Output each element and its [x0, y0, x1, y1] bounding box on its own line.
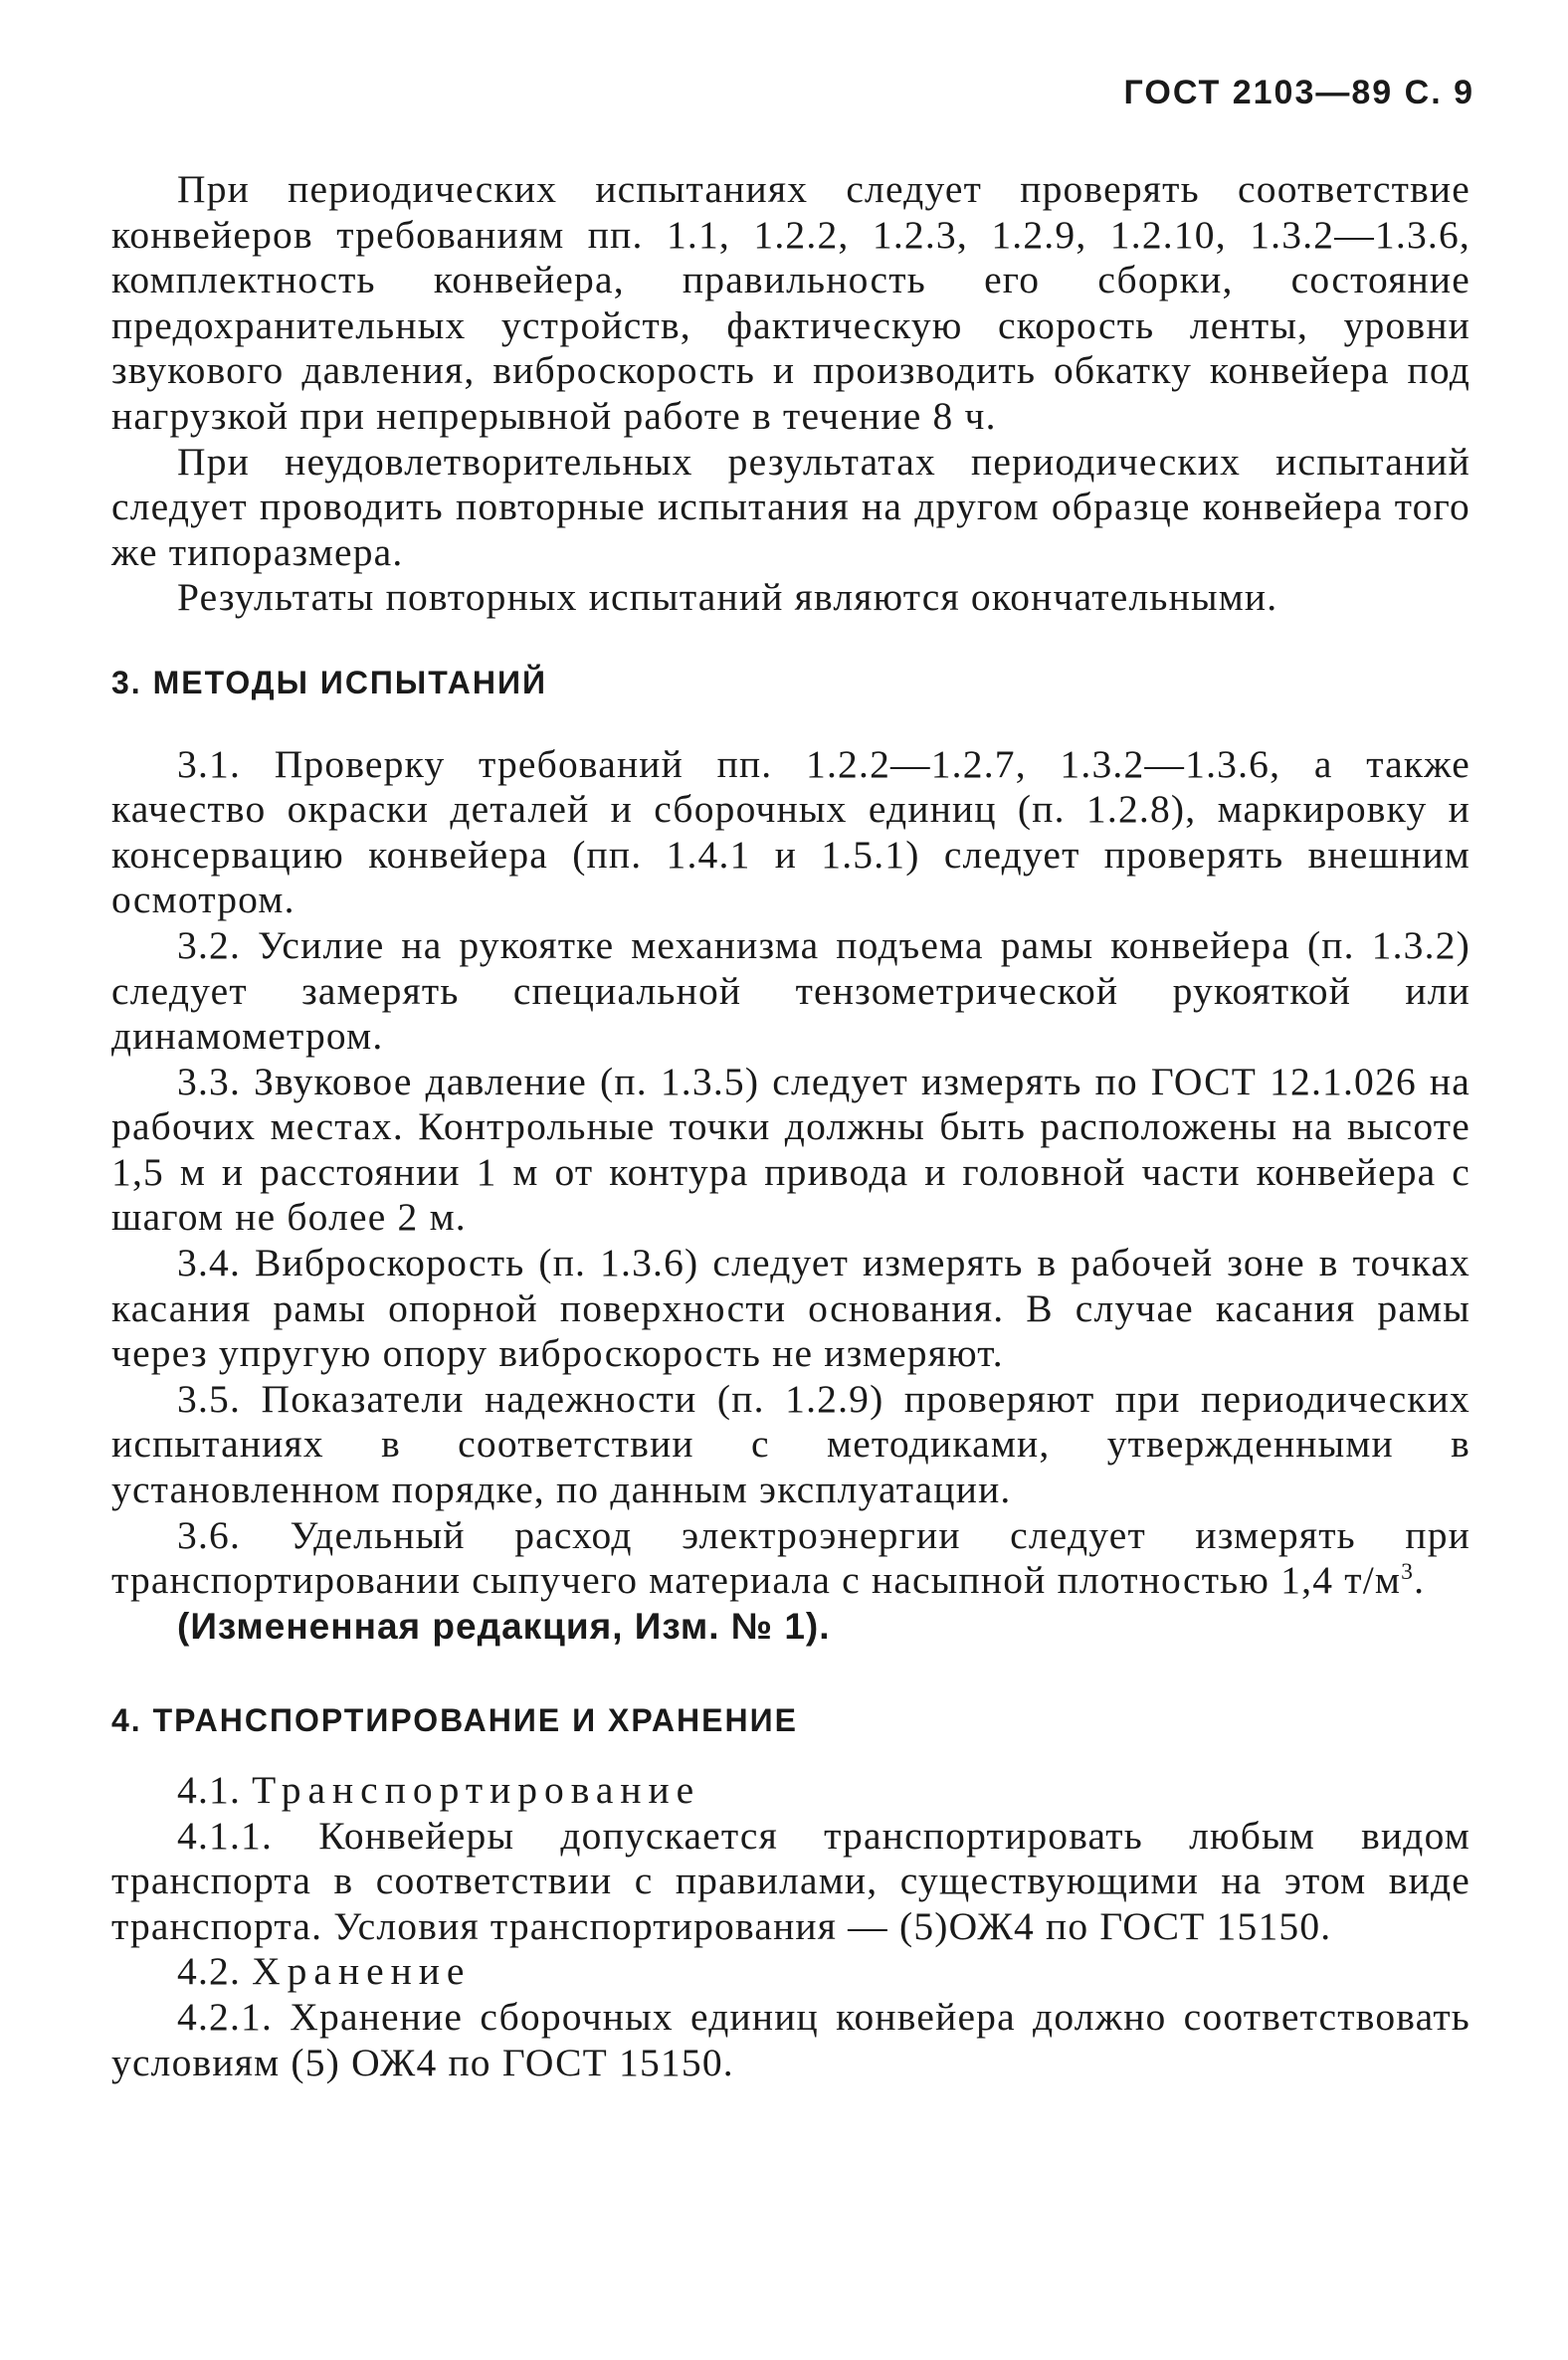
subsection-4-1-number: 4.1.	[177, 1768, 242, 1812]
clause-3-4: 3.4. Виброскорость (п. 1.3.6) следует измерять в рабочей зоне в точках касания рамы опорной поверхности основания. В случае касания рамы через упругую опору виброскорость не измеряют.	[111, 1241, 1470, 1376]
clause-4-1-1: 4.1.1. Конвейеры допускается транспортировать любым видом транспорта в соответствии с правилами, существующими на этом виде транспорта. Условия транспортирования — (5)ОЖ4 по ГОСТ 15150.	[111, 1813, 1470, 1948]
section-4-heading: 4. ТРАНСПОРТИРОВАНИЕ И ХРАНЕНИЕ	[111, 1702, 798, 1739]
clause-3-3: 3.3. Звуковое давление (п. 1.3.5) следует измерять по ГОСТ 12.1.026 на рабочих местах. Контрольные точки должны быть расположены на высоте 1,5 м и расстоянии 1 м от контура привода и головной части конвейера с шагом не более 2 м.	[111, 1059, 1470, 1240]
paragraph-periodic-tests: При периодических испытаниях следует проверять соответствие конвейеров требованиям пп. 1.1, 1.2.2, 1.2.3, 1.2.9, 1.2.10, 1.3.2—1.3.6, комплектность конвейера, правильность его сборки, состояние предохранительных устройств, фактическую скорость ленты, уровни звукового давления, виброскорость и производить обкатку конвейера под нагрузкой при непрерывной работе в течение 8 ч.	[111, 167, 1470, 438]
paragraph-unsatisfactory-results: При неудовлетворительных результатах периодических испытаний следует проводить повторные испытания на другом образце конвейера того же типоразмера.	[111, 439, 1470, 574]
subsection-4-2	[111, 1949, 1470, 1995]
document-body	[111, 167, 1470, 2085]
subsection-4-1-title: Транспортирование	[252, 1768, 701, 1812]
clause-4-2-1: 4.2.1. Хранение сборочных единиц конвейера должно соответствовать условиям (5) ОЖ4 по ГОСТ 15150.	[111, 1994, 1470, 2084]
running-header: ГОСТ 2103—89 С. 9	[1123, 74, 1474, 111]
clause-3-2: 3.2. Усилие на рукоятке механизма подъема рамы конвейера (п. 1.3.2) следует замерять специальной тензометрической рукояткой или динамометром.	[111, 922, 1470, 1059]
clause-3-6	[111, 1513, 1470, 1604]
subsection-4-2-title: Хранение	[252, 1949, 472, 1994]
amendment-note: (Измененная редакция, Изм. № 1).	[177, 1605, 831, 1647]
clause-3-6-text: 3.6. Удельный расход электроэнергии следует измерять при транспортировании сыпучего материала с насыпной плотностью 1,4 т/м	[111, 1512, 1470, 1603]
clause-3-5: 3.5. Показатели надежности (п. 1.2.9) проверяют при периодических испытаниях в соответствии с методиками, утвержденными в установленном порядке, по данным эксплуатации.	[111, 1376, 1470, 1512]
paragraph-final-results: Результаты повторных испытаний являются окончательными.	[177, 575, 1278, 620]
subsection-4-1	[111, 1768, 1470, 1814]
clause-3-6-end: .	[1414, 1558, 1426, 1603]
clause-3-6-superscript: 3	[1401, 1559, 1415, 1586]
subsection-4-2-number: 4.2.	[177, 1949, 242, 1994]
clause-3-1: 3.1. Проверку требований пп. 1.2.2—1.2.7, 1.3.2—1.3.6, а также качество окраски деталей и сборочных единиц (п. 1.2.8), маркировку и консервацию конвейера (пп. 1.4.1 и 1.5.1) следует проверять внешним осмотром.	[111, 741, 1470, 922]
section-3-heading: 3. МЕТОДЫ ИСПЫТАНИЙ	[111, 664, 547, 700]
